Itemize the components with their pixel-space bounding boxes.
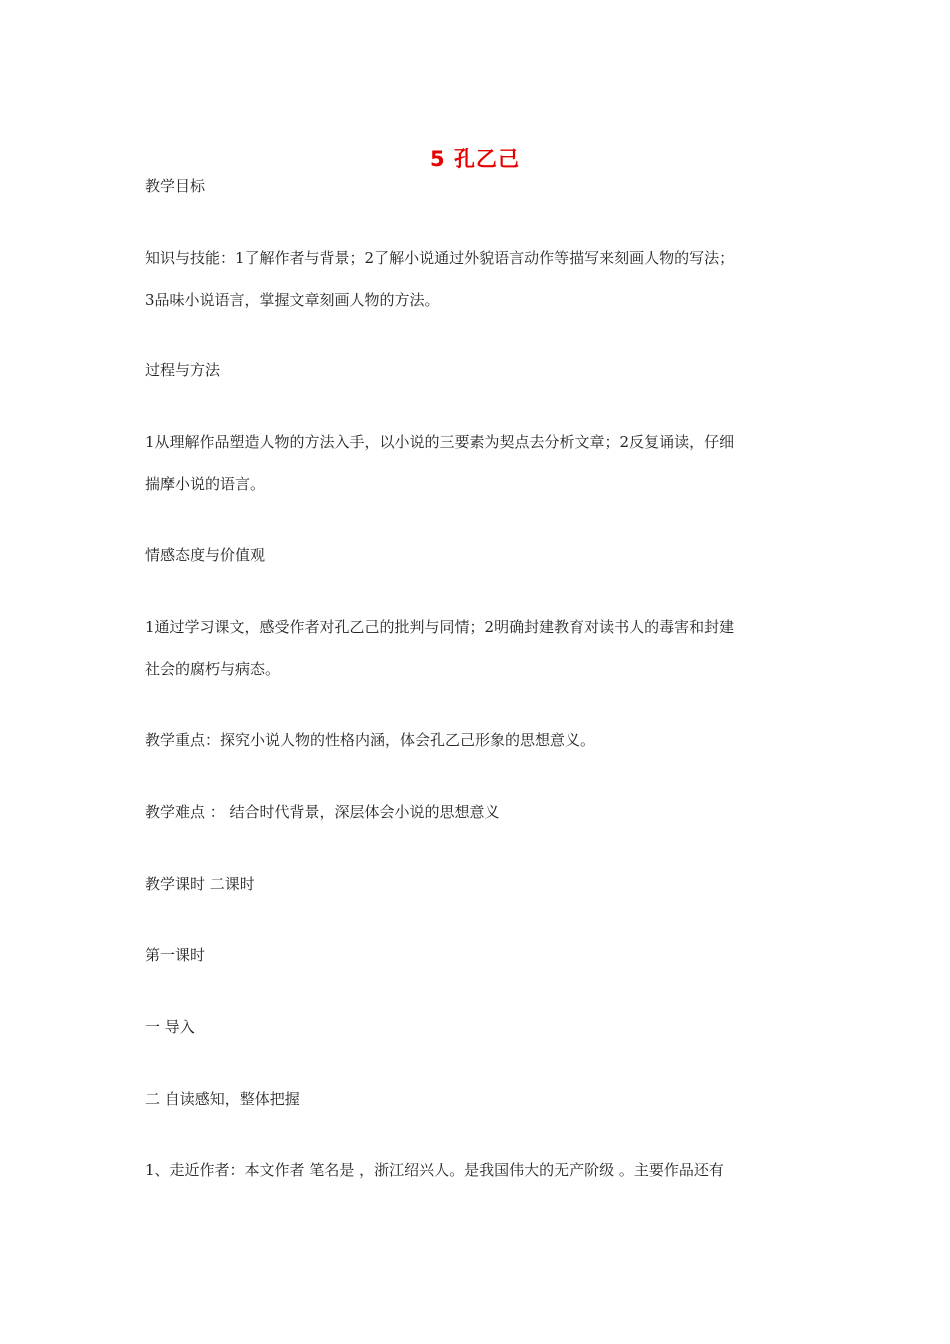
- heading-emotion-values: 情感态度与价值观: [145, 546, 266, 564]
- paragraph-author-intro: 1、走近作者：本文作者 笔名是 ，浙江绍兴人。是我国伟大的无产阶级 。主要作品还有: [145, 1161, 724, 1179]
- paragraph-teaching-difficulty: 教学难点 ： 结合时代背景，深层体会小说的思想意义: [145, 803, 500, 821]
- paragraph-knowledge-skills-line-2: 3品味小说语言，掌握文章刻画人物的方法。: [145, 291, 440, 309]
- heading-process-method: 过程与方法: [145, 361, 221, 379]
- heading-teaching-goals: 教学目标: [145, 177, 206, 195]
- paragraph-process-method-line-2: 揣摩小说的语言。: [145, 475, 266, 493]
- paragraph-emotion-values-line-2: 社会的腐朽与病态。: [145, 660, 281, 678]
- heading-first-lesson: 第一课时: [145, 946, 206, 964]
- paragraph-emotion-values-line-1: 1通过学习课文，感受作者对孔乙己的批判与同情；2明确封建教育对读书人的毒害和封建: [145, 618, 735, 636]
- document-title: 5 孔乙己: [430, 147, 520, 171]
- section-introduction: 一 导入: [145, 1018, 195, 1036]
- paragraph-process-method-line-1: 1从理解作品塑造人物的方法入手，以小说的三要素为契点去分析文章；2反复诵读，仔细: [145, 433, 735, 451]
- paragraph-teaching-focus: 教学重点：探究小说人物的性格内涵，体会孔乙己形象的思想意义。: [145, 731, 596, 749]
- paragraph-class-hours: 教学课时 二课时: [145, 875, 255, 893]
- section-self-reading: 二 自读感知，整体把握: [145, 1090, 300, 1108]
- paragraph-knowledge-skills-line-1: 知识与技能：1了解作者与背景；2了解小说通过外貌语言动作等描写来刻画人物的写法；: [145, 249, 735, 267]
